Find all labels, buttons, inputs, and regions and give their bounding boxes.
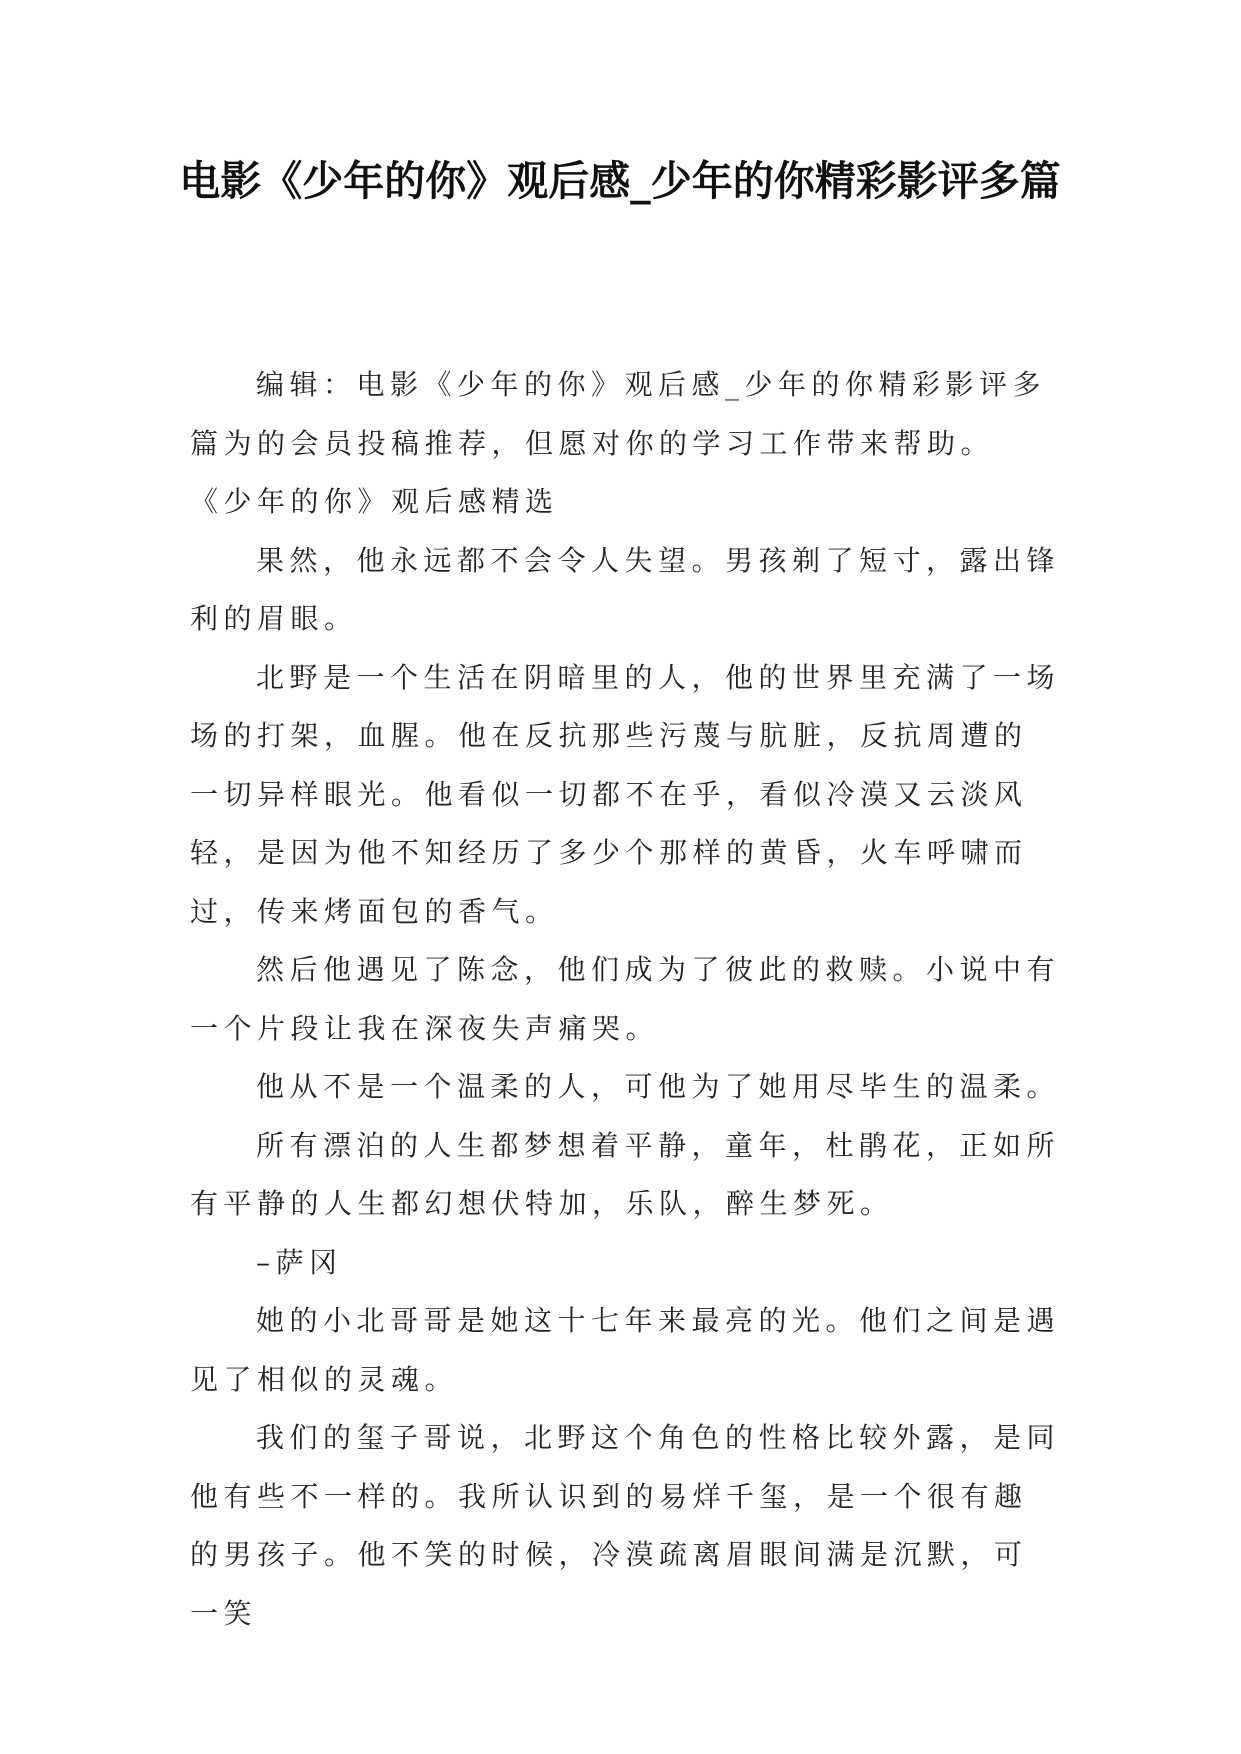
paragraph: 北野是一个生活在阴暗里的人，他的世界里充满了一场场的打架，血腥。他在反抗那些污蔑与肮脏，反抗周遭的一切异样眼光。他看似一切都不在乎，看似冷漠又云淡风轻，是因为他不知经历了多少个那样的黄昏，火车呼啸而过，传来烤面包的香气。 xyxy=(190,660,1061,928)
paragraph: 我们的玺子哥说，北野这个角色的性格比较外露，是同他有些不一样的。我所认识到的易烊千玺，是一个很有趣的男孩子。他不笑的时候，冷漠疏离眉眼间满是沉默，可一笑 xyxy=(190,1421,1061,1630)
document-body xyxy=(190,356,1060,1643)
document-title: 电影《少年的你》观后感_少年的你精彩影评多篇 xyxy=(179,157,1061,205)
paragraph: 她的小北哥哥是她这十七年来最亮的光。他们之间是遇见了相似的灵魂。 xyxy=(190,1304,1061,1396)
quote-attribution: –萨冈 xyxy=(256,1245,343,1279)
paragraph: 他从不是一个温柔的人，可他为了她用尽毕生的温柔。 xyxy=(256,1070,1061,1103)
paragraph: 然后他遇见了陈念，他们成为了彼此的救赎。小说中有一个片段让我在深夜失声痛哭。 xyxy=(190,953,1061,1045)
paragraph-editor-note: 编辑：电影《少年的你》观后感_少年的你精彩影评多篇为的会员投稿推荐，但愿对你的学习工作带来帮助。 xyxy=(190,368,1047,460)
section-heading: 《少年的你》观后感精选 xyxy=(190,485,559,518)
quote-paragraph: 所有漂泊的人生都梦想着平静，童年，杜鹃花，正如所有平静的人生都幻想伏特加，乐队，醉生梦死。 xyxy=(190,1128,1061,1220)
paragraph: 果然，他永远都不会令人失望。男孩剃了短寸，露出锋利的眉眼。 xyxy=(190,543,1061,635)
